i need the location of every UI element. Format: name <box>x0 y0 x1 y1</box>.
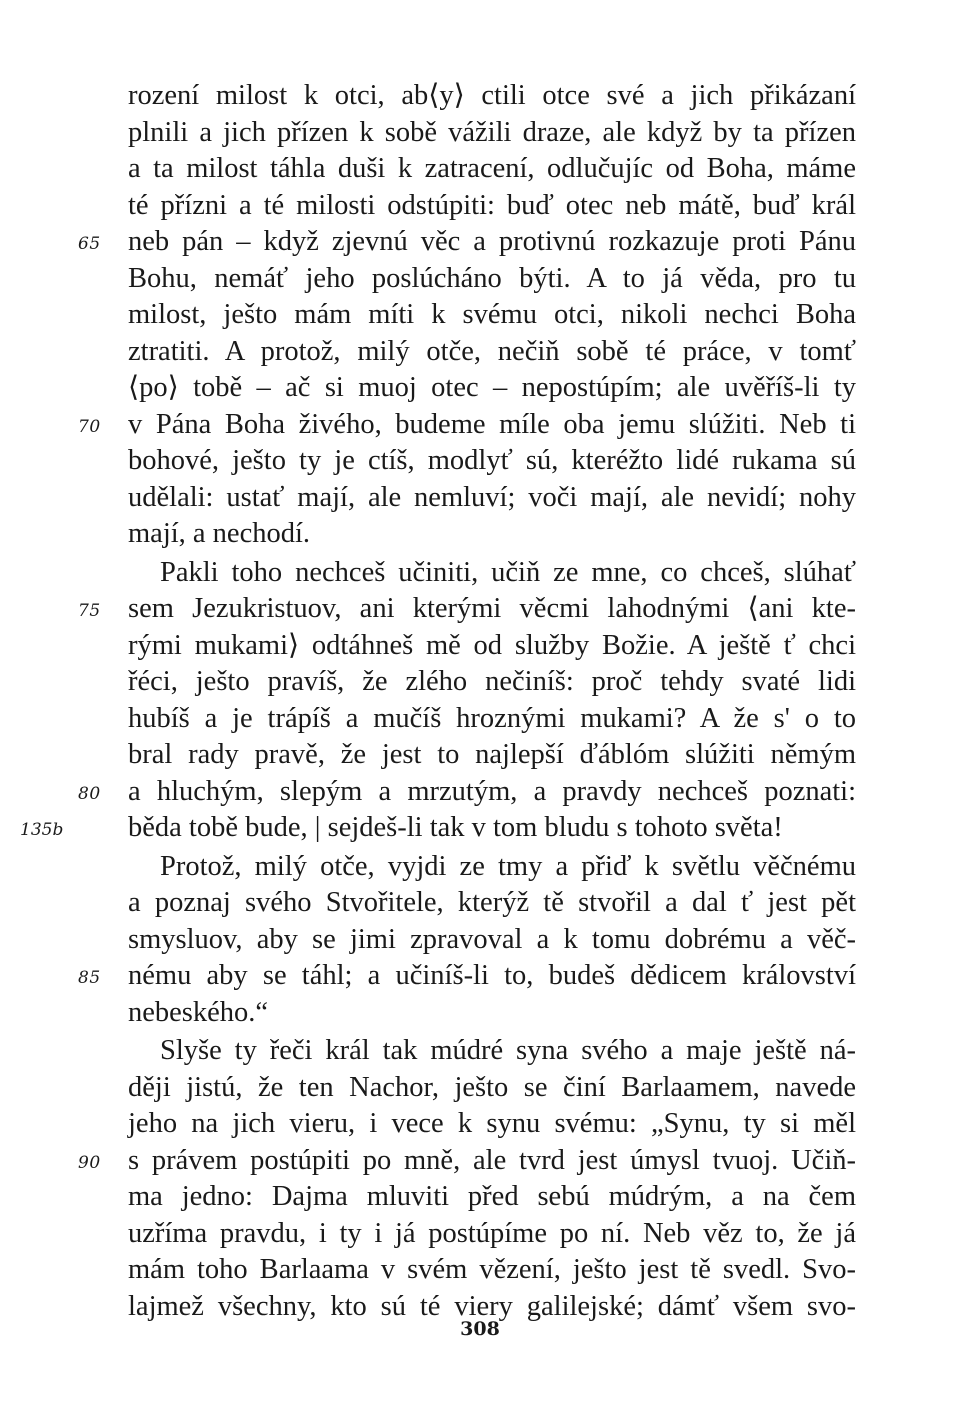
text-line <box>78 774 856 811</box>
line-text: s právem postúpiti po mně, ale tvrd jest úmysl tvuoj. Učiň- <box>128 1144 856 1176</box>
text-line <box>128 443 856 480</box>
line-text: Pakli toho nechceš učiniti, učiň ze mne, co chceš, slúhať <box>160 556 856 588</box>
line-number: 75 <box>78 601 101 621</box>
line-number: 65 <box>78 234 101 254</box>
text-line <box>128 1070 856 1107</box>
text-line <box>128 516 856 553</box>
text-line <box>128 334 856 371</box>
line-text: nebeského.“ <box>128 996 269 1028</box>
text-line <box>128 1216 856 1253</box>
text-line <box>128 555 856 592</box>
line-text: Slyše ty řeči král tak múdré syna svého a maje ještě ná- <box>160 1035 856 1066</box>
line-text: jeho na jich vieru, i vece k synu svému: „Synu, ty si měl <box>128 1108 856 1139</box>
text-line <box>128 261 856 298</box>
text-line <box>128 664 856 701</box>
text-line <box>128 188 856 225</box>
line-text: a ta milost táhla duši k zatracení, odlučujíc od Boha, máme <box>128 153 856 184</box>
text-line <box>128 922 856 959</box>
line-text: smysluov, aby se jimi zpravoval a k tomu dobrému a věč- <box>128 923 856 955</box>
line-text: mají, a nechodí. <box>128 518 311 549</box>
text-line <box>128 849 856 886</box>
text-line <box>128 78 856 115</box>
line-text: nému aby se táhl; a učiníš-li to, budeš dědicem království <box>128 960 856 991</box>
folio-marker: 135b <box>20 820 64 840</box>
line-text: bral rady pravě, že jest to najlepší ďáblóm slúžiti němým <box>128 739 856 770</box>
text-line <box>128 628 856 665</box>
line-text: lajmež všechny, kto sú té viery galilejské; dámť všem svo- <box>128 1290 856 1322</box>
line-text: té přízni a té milosti odstúpiti: buď otec neb mátě, buď král <box>128 189 856 221</box>
text-line <box>128 1106 856 1143</box>
text-line <box>128 701 856 738</box>
text-line <box>128 737 856 774</box>
line-text: ma jedno: Dajma mluviti před sebú múdrým, a na čem <box>128 1181 856 1212</box>
line-text: ⟨po⟩ tobě – ač si muoj otec – nepostúpím; ale uvěříš-li ty <box>128 372 856 403</box>
text-line <box>128 1033 856 1070</box>
line-text: Protož, milý otče, vyjdi ze tmy a přiď k světlu věčnému <box>160 850 856 882</box>
line-number: 85 <box>78 968 101 988</box>
line-text: rými mukami⟩ odtáhneš mě od služby Božie. A ještě ť chci <box>128 629 856 661</box>
line-number: 90 <box>78 1152 101 1173</box>
text-line <box>128 1179 856 1216</box>
line-text: v Pána Boha živého, budeme míle oba jemu slúžiti. Neb ti <box>128 408 856 440</box>
text-line <box>128 885 856 922</box>
line-text: neb pán – když zjevnú věc a protivnú rozkazuje proti Pánu <box>128 226 856 257</box>
text-line <box>128 995 856 1032</box>
line-text: a hluchým, slepým a mrzutým, a pravdy nechceš poznati: <box>128 775 856 807</box>
body-text <box>20 78 856 1325</box>
line-text: rození milost k otci, ab⟨y⟩ ctili otce své a jich přikázaní <box>128 80 856 111</box>
line-text: milost, ješto mám míti k svému otci, nikoli nechci Boha <box>128 299 856 330</box>
text-line <box>20 810 856 847</box>
text-line <box>128 1252 856 1289</box>
line-text: ději jistú, že ten Nachor, ješto se činí Barlaamem, navede <box>128 1071 856 1103</box>
line-text: a poznaj svého Stvořitele, kterýž tě stvořil a dal ť jest pět <box>128 887 856 918</box>
text-line <box>78 224 856 261</box>
line-text: řéci, ješto pravíš, že zlého nečiníš: proč tehdy svaté lidi <box>128 666 856 697</box>
text-line <box>128 151 856 188</box>
text-line <box>78 591 856 628</box>
text-line <box>128 480 856 517</box>
line-text: plnili a jich přízen k sobě vážili draze, ale když by ta přízen <box>128 116 856 148</box>
text-line <box>78 1143 856 1180</box>
text-line <box>78 958 856 995</box>
text-line <box>78 407 856 444</box>
text-line <box>128 115 856 152</box>
line-text: uzříma pravdu, i ty i já postúpíme po ní. Neb věz to, že já <box>128 1217 856 1249</box>
line-number: 70 <box>78 416 101 437</box>
line-text: sem Jezukristuov, ani kterými věcmi lahodnými ⟨ani kte- <box>128 593 856 624</box>
line-text: bohové, ješto ty je ctíš, modlyť sú, kteréžto lidé rukama sú <box>128 445 856 476</box>
text-line <box>128 297 856 334</box>
text-line <box>128 370 856 407</box>
line-text: udělali: ustať mají, ale nemluví; voči mají, ale nevidí; nohy <box>128 481 856 513</box>
line-text: ztratiti. A protož, milý otče, nečiň sobě té práce, v tomť <box>128 335 856 367</box>
page-number: 308 <box>460 1318 500 1340</box>
line-text: běda tobě bude, | sejdeš-li tak v tom bludu s tohoto světa! <box>128 812 783 843</box>
line-text: hubíš a je trápíš a mučíš hroznými mukami? A že s' o to <box>128 702 856 734</box>
line-text: mám toho Barlaama v svém vězení, ješto jest tě svedl. Svo- <box>128 1254 856 1285</box>
line-text: Bohu, nemáť jeho poslúcháno býti. A to já věda, pro tu <box>128 262 856 294</box>
line-number: 80 <box>78 783 101 804</box>
